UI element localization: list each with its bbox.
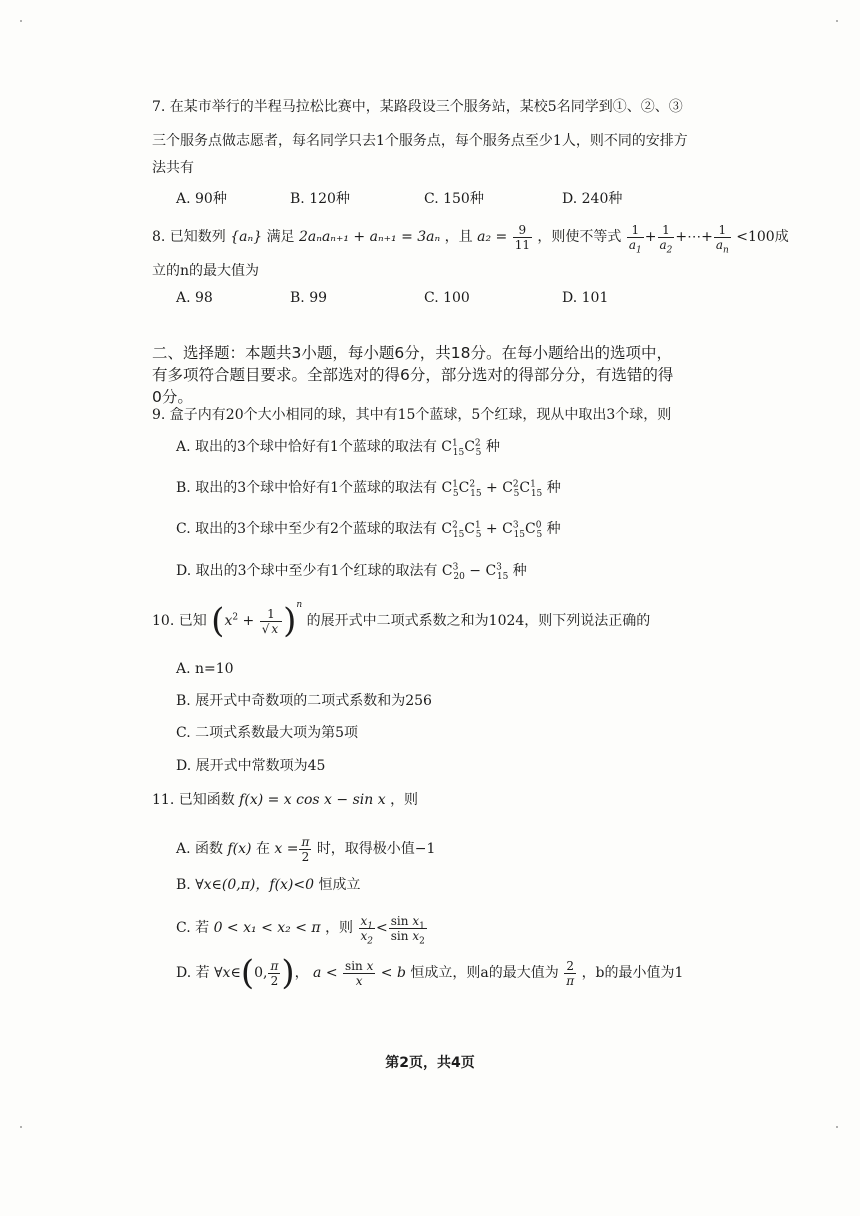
q8-inequality-sum: $\frac{1}{a_1}$ + $\frac{1}{a_2}$ +⋯+ $\frac{1}{a_n}$ — [628, 222, 729, 255]
q8-option-a: A. 98 — [176, 290, 213, 306]
q9-option-b: B. 取出的3个球中恰好有1个蓝球的取法有 $C^1_5C^2_{15} + C^2_5C^1_{15}$ 种 — [176, 479, 561, 499]
q7-line1: 7. 在某市举行的半程马拉松比赛中，某路段设三个服务站，某校5名同学到①、②、③ — [152, 99, 683, 115]
q10-option-d: D. 展开式中常数项为45 — [176, 758, 326, 774]
q8-sequence: {aₙ} — [230, 229, 263, 245]
q7-line3: 法共有 — [152, 160, 194, 176]
q10-option-a: A. n=10 — [176, 661, 234, 677]
q8-option-c: C. 100 — [424, 290, 470, 306]
q11-option-a: A. 函数 f(x) 在 x = $\frac{\pi}{2}$ 时，取得极小值−1 — [176, 834, 436, 864]
q8-a2-label: a₂ = — [477, 229, 508, 245]
q8-cond-text: 满足 — [266, 229, 295, 245]
scan-speck — [836, 20, 838, 22]
scan-speck — [836, 1126, 838, 1128]
q8-and: ，且 — [444, 229, 473, 245]
q8-line1 — [152, 222, 789, 255]
q9-option-c: C. 取出的3个球中至少有2个蓝球的取法有 $C^2_{15}C^1_5 + C^3_{15}C^0_5$ 种 — [176, 520, 561, 540]
section2-line1: 二、选择题：本题共3小题，每小题6分，共18分。在每小题给出的选项中， — [152, 344, 672, 362]
q9-option-a: A. 取出的3个球中恰好有1个蓝球的取法有 $C^1_{15}C^2_5$ 种 — [176, 438, 500, 458]
q8-prefix: 8. 已知数列 — [152, 229, 226, 245]
q7-option-a: A. 90种 — [176, 191, 227, 207]
q11-option-d: D. 若 ∀x∈(0, $\frac{\pi}{2}$ )， a < $\frac{\text{sin x}}{x}$ < b 恒成立，则a的最大值为 $\frac{2}{\pi}$ ，b的最小值为1 — [176, 953, 684, 993]
q11-function: f(x) = x cos x − sin x — [239, 792, 386, 808]
q10-stem: 10. 已知 ($x^2$ + $\frac{1}{√ x}$ )$^n$ 的展开式中二项式系数之和为1024，则下列说法正确的 — [152, 600, 651, 641]
q8-inequality-tail: <100成 — [736, 229, 789, 245]
section2-line3: 0分。 — [152, 388, 193, 406]
q8-option-d: D. 101 — [562, 290, 609, 306]
scan-speck — [20, 1126, 22, 1128]
q8-mid: ，则使不等式 — [537, 229, 622, 245]
q8-line2: 立的n的最大值为 — [152, 263, 260, 279]
page-footer: 第2页，共4页 — [385, 1055, 475, 1071]
q11-option-c: C. 若 0 < x₁ < x₂ < π ，则 $\frac{x_1}{x_2}$ < $\frac{\sin x_1}{\sin x_2}$ — [176, 913, 425, 946]
section2-line2: 有多项符合题目要求。全部选对的得6分，部分选对的得部分分，有选错的得 — [152, 366, 674, 384]
q9-stem: 9. 盒子内有20个大小相同的球，其中有15个蓝球，5个红球，现从中取出3个球，则 — [152, 407, 672, 423]
q10-option-b: B. 展开式中奇数项的二项式系数和为256 — [176, 693, 432, 709]
q7-option-b: B. 120种 — [290, 191, 350, 207]
q8-option-b: B. 99 — [290, 290, 328, 306]
q7-option-c: C. 150种 — [424, 191, 484, 207]
q7-option-d: D. 240种 — [562, 191, 623, 207]
scan-speck — [20, 20, 22, 22]
q11-option-b: B. ∀x∈(0,π)，f(x)<0 恒成立 — [176, 877, 361, 893]
q7-line2: 三个服务点做志愿者，每名同学只去1个服务点，每个服务点至少1人，则不同的安排方 — [152, 133, 688, 149]
q11-stem: 11. 已知函数 f(x) = x cos x − sin x ，则 — [152, 792, 419, 808]
q10-option-c: C. 二项式系数最大项为第5项 — [176, 725, 359, 741]
q8-a2-fraction: $\frac{9}{11}$ — [514, 222, 530, 252]
q9-option-d: D. 取出的3个球中至少有1个红球的取法有 $C^3_{20} - C^3_{15}$ 种 — [176, 562, 527, 582]
q8-recurrence: 2aₙaₙ₊₁ + aₙ₊₁ = 3aₙ — [299, 229, 441, 245]
